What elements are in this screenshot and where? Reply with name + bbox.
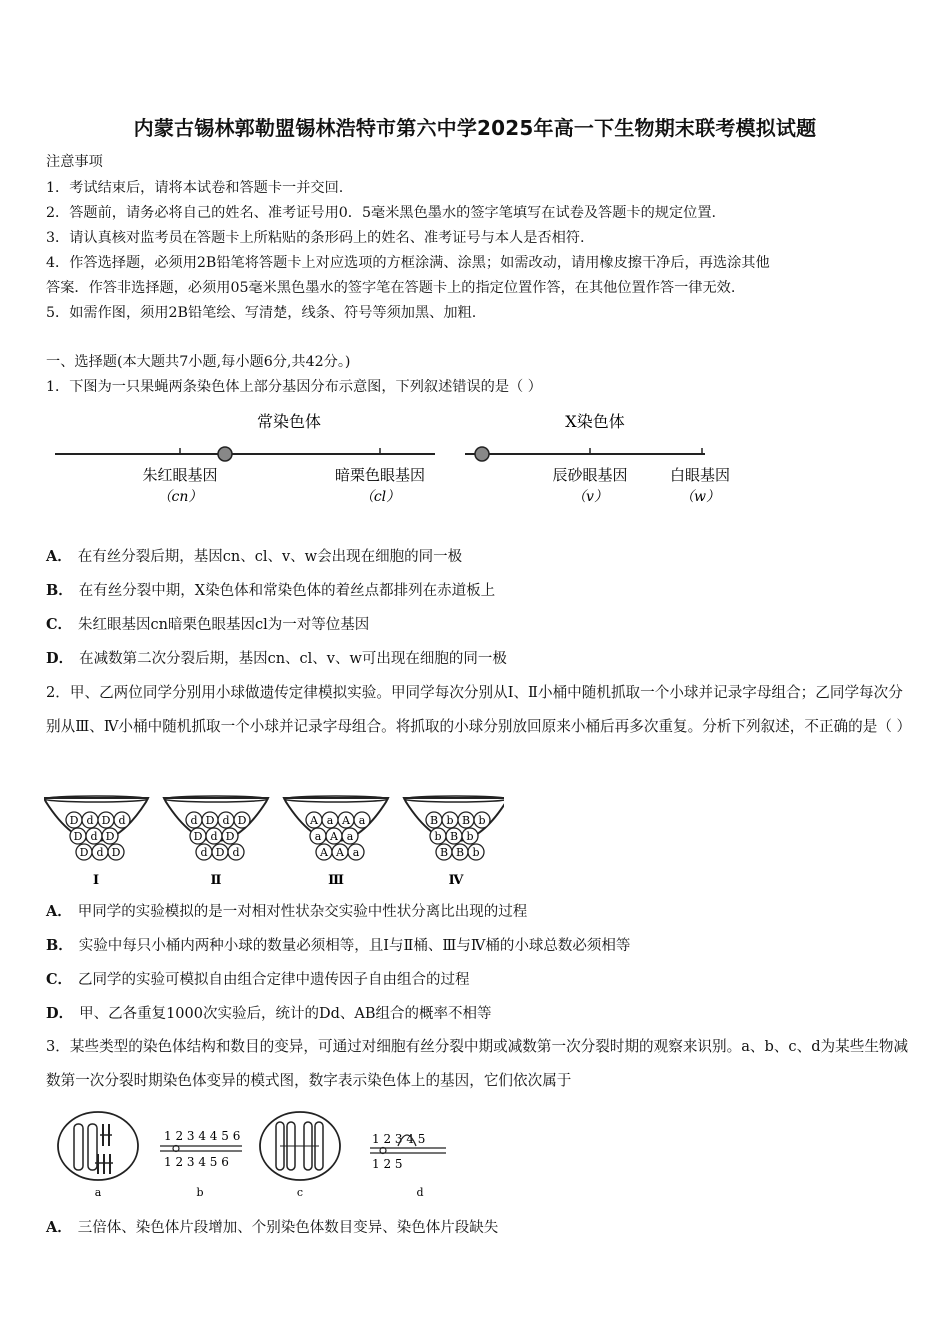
panel-d-bottom-genes: 1 2 5	[372, 1157, 403, 1171]
ball-letter: D	[79, 846, 89, 859]
q2-option-b: B． 实验中每只小桶内两种小球的数量必须相等，且Ⅰ与Ⅱ桶、Ⅲ与Ⅳ桶的小球总数必须相等	[46, 937, 631, 954]
ball-letter: a	[326, 814, 334, 827]
ball-letter: a	[346, 830, 354, 843]
ball-letter: D	[111, 846, 121, 859]
question-1-stem: 1．下图为一只果蝇两条染色体上部分基因分布示意图，下列叙述错误的是（ ）	[46, 379, 542, 395]
panel-a-label: a	[94, 1186, 102, 1199]
panel-d-top-genes: 1 2 3 4 5	[372, 1132, 426, 1146]
question-3-stem: 3．某些类型的染色体结构和数目的变异，可通过对细胞有丝分裂中期或减数第一次分裂时期的观察来识别。a、b、c、d为某些生物减数第一次分裂时期染色体变异的模式图，数字表示染色体上的基因，它们依次属于	[46, 1038, 909, 1089]
ball-letter: d	[86, 814, 94, 827]
bucket-3	[284, 796, 388, 888]
bucket-1	[44, 796, 148, 888]
ball-letter: d	[96, 846, 104, 859]
gene-v-name: 辰砂眼基因	[552, 466, 628, 484]
gene-cl-symbol: （cl）	[359, 489, 401, 505]
notice-item-4: 4．作答选择题，必须用2B铅笔将答题卡上对应选项的方框涂满、涂黑；如需改动，请用橡皮擦干净后，再选涂其他	[46, 255, 770, 271]
ball-letter: d	[222, 814, 230, 827]
bucket-label: Ⅲ	[328, 873, 344, 888]
bucket-2	[164, 796, 268, 888]
ball-letter: d	[190, 814, 198, 827]
chromosome-gene-figure	[50, 404, 750, 514]
notice-item-3: 3．请认真核对监考员在答题卡上所粘贴的条形码上的姓名、准考证号与本人是否相符.	[46, 230, 585, 246]
page-title: 内蒙古锡林郭勒盟锡林浩特市第六中学2025年高一下生物期末联考模拟试题	[133, 116, 817, 140]
ball-letter: d	[200, 846, 208, 859]
ball-letter: b	[466, 830, 474, 843]
notice-item-1: 1．考试结束后，请将本试卷和答题卡一并交回.	[46, 180, 344, 196]
ball-letter: A	[310, 814, 318, 827]
bucket-label: Ⅰ	[92, 873, 100, 888]
gene-cl-name: 暗栗色眼基因	[334, 466, 426, 484]
ball-letter: A	[342, 814, 350, 827]
ball-letter: B	[455, 846, 465, 859]
ball-letter: D	[101, 814, 111, 827]
ball-letter: D	[225, 830, 235, 843]
ball-letter: A	[320, 846, 328, 859]
chromosome-variation-figure	[52, 1110, 452, 1202]
ball-letter: d	[210, 830, 218, 843]
ball-letter: B	[439, 846, 449, 859]
ball-letter: a	[352, 846, 360, 859]
panel-c-label: c	[296, 1186, 304, 1199]
panel-d-label: d	[416, 1186, 424, 1199]
notice-item-5: 5．如需作图，须用2B铅笔绘、写清楚，线条、符号等须加黑、加粗.	[46, 305, 477, 321]
ball-letter: D	[105, 830, 115, 843]
bucket-label: Ⅱ	[210, 873, 222, 888]
ball-letter: D	[237, 814, 247, 827]
panel-b-top-genes: 1 2 3 4 4 5 6	[164, 1129, 241, 1143]
ball-letter: d	[118, 814, 126, 827]
ball-letter: b	[478, 814, 486, 827]
x-centromere	[475, 447, 489, 461]
q2-option-c: C． 乙同学的实验可模拟自由组合定律中遗传因子自由组合的过程	[46, 971, 470, 988]
ball-letter: b	[472, 846, 480, 859]
ball-letter: D	[69, 814, 79, 827]
bucket-figure	[44, 790, 504, 890]
ball-letter: A	[336, 846, 344, 859]
ball-letter: a	[358, 814, 366, 827]
notice-heading: 注意事项	[46, 154, 103, 170]
q1-option-c: C． 朱红眼基因cn暗栗色眼基因cl为一对等位基因	[46, 616, 370, 633]
ball-letter: b	[446, 814, 454, 827]
gene-w-name: 白眼基因	[669, 466, 731, 484]
question-2-stem: 2．甲、乙两位同学分别用小球做遗传定律模拟实验。甲同学每次分别从Ⅰ、Ⅱ小桶中随机抓取一个小球并记录字母组合；乙同学每次分别从Ⅲ、Ⅳ小桶中随机抓取一个小球并记录字母组合。将抓取的小球分别放回原来小桶后再多次重复。分析下列叙述，不正确的是（ ）	[46, 684, 912, 735]
panel-b-label: b	[196, 1186, 204, 1199]
ball-letter: D	[205, 814, 215, 827]
q1-option-d: D． 在减数第二次分裂后期，基因cn、cl、v、w可出现在细胞的同一极	[46, 650, 507, 667]
ball-letter: B	[461, 814, 471, 827]
autosome-label: 常染色体	[256, 412, 322, 431]
q2-option-d: D． 甲、乙各重复1000次实验后，统计的Dd、AB组合的概率不相等	[46, 1005, 492, 1022]
ball-letter: B	[429, 814, 439, 827]
x-chromosome-label: X染色体	[565, 412, 625, 431]
q1-option-a: A． 在有丝分裂后期，基因cn、cl、v、w会出现在细胞的同一极	[46, 548, 463, 565]
q3-option-a: A． 三倍体、染色体片段增加、个别染色体数目变异、染色体片段缺失	[46, 1219, 499, 1236]
ball-letter: d	[90, 830, 98, 843]
section-heading: 一、选择题(本大题共7小题,每小题6分,共42分。)	[46, 354, 351, 370]
gene-v-symbol: （v）	[572, 489, 608, 505]
gene-w-symbol: （w）	[680, 489, 720, 505]
ball-letter: b	[434, 830, 442, 843]
panel-b-bottom-genes: 1 2 3 4 5 6	[164, 1155, 229, 1169]
bucket-label: Ⅳ	[448, 873, 464, 888]
ball-letter: D	[215, 846, 225, 859]
ball-letter: D	[73, 830, 83, 843]
gene-cn-name: 朱红眼基因	[142, 466, 218, 484]
q2-option-a: A． 甲同学的实验模拟的是一对相对性状杂交实验中性状分离比出现的过程	[46, 903, 528, 920]
gene-cn-symbol: （cn）	[157, 489, 203, 505]
ball-letter: B	[449, 830, 459, 843]
ball-letter: d	[232, 846, 240, 859]
notice-item-2: 2．答题前，请务必将自己的姓名、准考证号用0．5毫米黑色墨水的签字笔填写在试卷及答题卡的规定位置.	[46, 205, 717, 221]
ball-letter: A	[330, 830, 338, 843]
ball-letter: a	[314, 830, 322, 843]
autosome-centromere	[218, 447, 232, 461]
q1-option-b: B． 在有丝分裂中期，X染色体和常染色体的着丝点都排列在赤道板上	[46, 582, 496, 599]
notice-item-4-cont: 答案．作答非选择题，必须用05毫米黑色墨水的签字笔在答题卡上的指定位置作答，在其他位置作答一律无效.	[46, 280, 736, 296]
ball-letter: D	[193, 830, 203, 843]
bucket-4	[404, 796, 504, 888]
